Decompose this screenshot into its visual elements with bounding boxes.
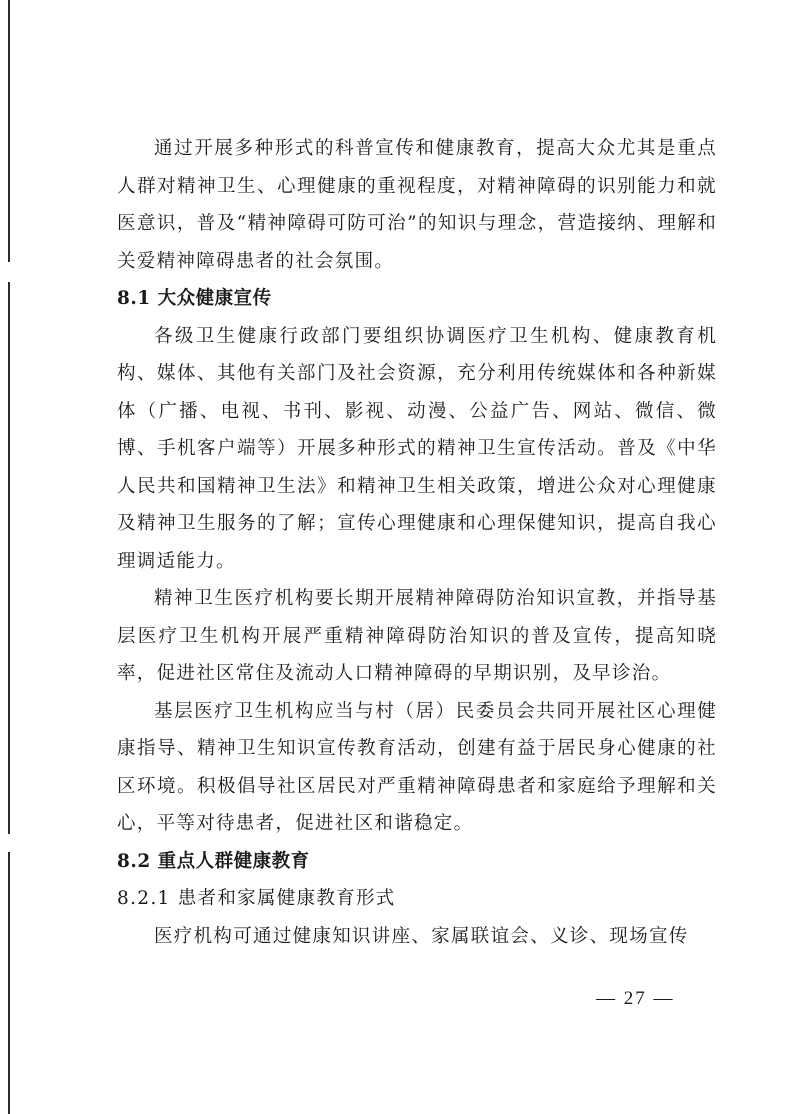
binding-edge-line-middle: [8, 282, 10, 834]
section-8-2-heading: 8.2 重点人群健康教育: [117, 850, 310, 872]
page-number: — 27 —: [596, 988, 675, 1009]
section-8-1-heading: 8.1 大众健康宣传: [117, 288, 272, 309]
page-content: [117, 130, 717, 955]
intro-paragraph: 通过开展多种形式的科普宣传和健康教育，提高大众尤其是重点人群对精神卫生、心理健康的重视程度，对精神障碍的识别能力和就医意识，普及“精神障碍可防可治”的知识与理念，营造接纳、理解和关爱精神障碍患者的社会氛围。: [117, 138, 717, 272]
binding-edge-line-bottom: [8, 852, 10, 1114]
section-8-1-paragraph-3: 基层医疗卫生机构应当与村（居）民委员会共同开展社区心理健康指导、精神卫生知识宣传教育活动，创建有益于居民身心健康的社区环境。积极倡导社区居民对严重精神障碍患者和家庭给予理解和关心，平等对待患者，促进社区和谐稳定。: [117, 700, 717, 834]
section-8-1-paragraph-2: 精神卫生医疗机构要长期开展精神障碍防治知识宣教，并指导基层医疗卫生机构开展严重精神障碍防治知识的普及宣传，提高知晓率，促进社区常住及流动人口精神障碍的早期识别，及早诊治。: [117, 588, 717, 684]
section-8-2-1-paragraph: 医疗机构可通过健康知识讲座、家属联谊会、义诊、现场宣传: [154, 925, 689, 947]
section-8-2-1-subheading: 8.2.1 患者和家属健康教育形式: [117, 888, 396, 909]
binding-edge-line-top: [8, 0, 10, 262]
section-8-1-paragraph-1: 各级卫生健康行政部门要组织协调医疗卫生机构、健康教育机构、媒体、其他有关部门及社会资源，充分利用传统媒体和各种新媒体（广播、电视、书刊、影视、动漫、公益广告、网站、微信、微博、手机客户端等）开展多种形式的精神卫生宣传活动。普及《中华人民共和国精神卫生法》和精神卫生相关政策，增进公众对心理健康及精神卫生服务的了解；宣传心理健康和心理保健知识，提高自我心理调适能力。: [117, 325, 717, 572]
